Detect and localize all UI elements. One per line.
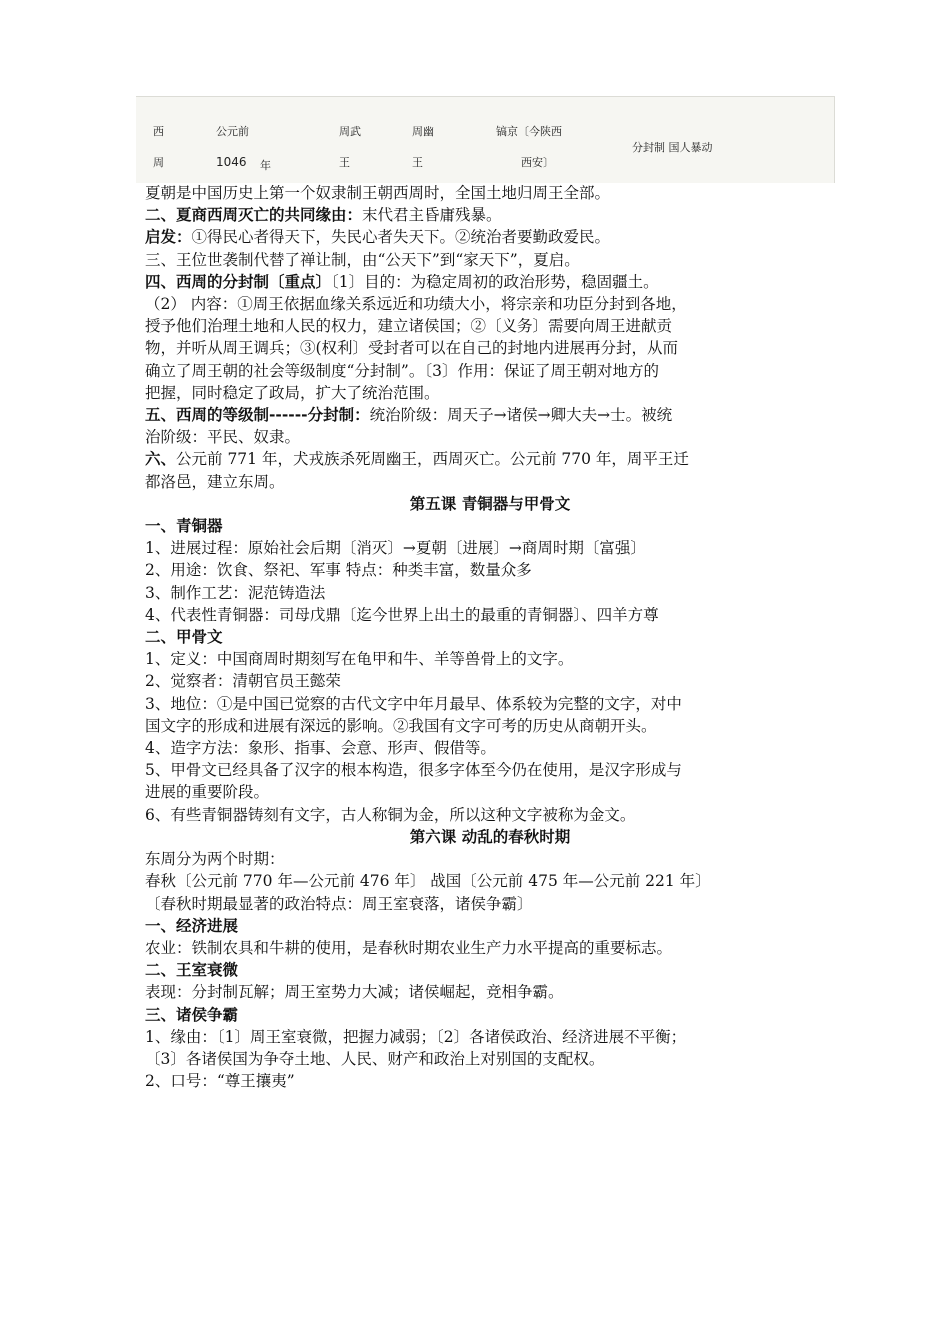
text-line: 2、口号：“尊王攘夷” (145, 1072, 295, 1091)
text-line: 东周分为两个时期： (145, 850, 285, 869)
table-cell-dynasty-2: 周 (153, 156, 164, 169)
text-line: 4、造字方法：象形、指事、会意、形声、假借等。 (145, 739, 496, 758)
lesson6-title: 第六课 动乱的春秋时期 (409, 827, 571, 846)
table-cell-founder-1: 周武 (339, 125, 361, 138)
table-cell-system: 分封制 国人暴动 (632, 141, 713, 154)
text-line: 1、进展过程：原始社会后期〔消灭〕→夏朝〔进展〕→商周时期〔富强〕 (145, 539, 646, 558)
text-line: 4、代表性青铜器：司母戊鼎〔迄今世界上出土的最重的青铜器〕、四羊方尊 (145, 605, 659, 624)
section-heading: 三、诸侯争霸 (145, 1005, 239, 1024)
text-line: 六、公元前 771 年，犬戎族杀死周幽王，西周灭亡。公元前 770 年，周平王迁 (145, 450, 689, 469)
text-line: 确立了周王朝的社会等级制度“分封制”。〔3〕作用：保证了周王朝对地方的 (145, 361, 659, 380)
table-cell-capital-2: 西安〕 (521, 156, 554, 169)
text-line: 1、缘由：〔1〕周王室衰微，把握力减弱；〔2〕各诸侯政治、经济进展不平衡； (145, 1027, 687, 1046)
text-line: 二、夏商西周灭亡的共同缘由：末代君主昏庸残暴。 (145, 206, 502, 225)
text-line: 治阶级：平民、奴隶。 (145, 428, 301, 447)
section-heading: 二、甲骨文 (145, 628, 223, 647)
table-cell-last-2: 王 (412, 156, 423, 169)
section-heading: 二、王室衰微 (145, 961, 239, 980)
text-line: 3、地位：①是中国已觉察的古代文字中年月最早、体系较为完整的文字，对中 (145, 694, 682, 713)
dynasty-table (136, 96, 835, 183)
text-line: 把握，同时稳定了政局，扩大了统治范围。 (145, 383, 440, 402)
text-line: 五、西周的等级制------分封制：统治阶级：周天子→诸侯→卿大夫→士。被统 (145, 406, 673, 425)
table-cell-founder-2: 王 (339, 156, 350, 169)
text-line: 启发：①得民心者得天下，失民心者失天下。②统治者要勤政爱民。 (145, 228, 611, 247)
table-cell-capital-1: 镐京〔今陕西 (496, 125, 562, 138)
table-cell-last-1: 周幽 (412, 125, 434, 138)
table-cell-time-1: 公元前 (216, 125, 249, 138)
text-line: 表现：分封制瓦解；周王室势力大减；诸侯崛起，竞相争霸。 (145, 983, 564, 1002)
text-line: 农业：铁制农具和牛耕的使用，是春秋时期农业生产力水平提高的重要标志。 (145, 938, 673, 957)
table-cell-dynasty-1: 西 (153, 125, 164, 138)
text-line: 6、有些青铜器铸刻有文字，古人称铜为金，所以这种文字被称为金文。 (145, 805, 636, 824)
text-line: 夏朝是中国历史上第一个奴隶制王朝西周时，全国土地归周王全部。 (145, 184, 611, 202)
text-line: 国文字的形成和进展有深远的影响。②我国有文字可考的历史从商朝开头。 (145, 716, 657, 735)
text-line: （2） 内容：①周王依据血缘关系远近和功绩大小，将宗亲和功臣分封到各地， (145, 295, 687, 314)
text-line: 四、西周的分封制〔重点〕〔1〕目的：为稳定周初的政治形势，稳固疆土。 (145, 272, 659, 291)
text-line: 2、觉察者：清朝官员王懿荣 (145, 672, 341, 691)
lesson5-title: 第五课 青铜器与甲骨文 (409, 494, 571, 513)
text-line: 1、定义：中国商周时期刻写在龟甲和牛、羊等兽骨上的文字。 (145, 650, 574, 669)
table-cell-time-2: 1046 (216, 155, 247, 169)
document-body (145, 182, 835, 1092)
text-line: 〔春秋时期最显著的政治特点：周王室衰落，诸侯争霸〕 (145, 894, 533, 913)
table-cell-time-3: 年 (260, 159, 271, 172)
text-line: 进展的重要阶段。 (145, 783, 270, 802)
text-line: 授予他们治理土地和人民的权力，建立诸侯国；②〔义务〕需要向周王进献贡 (145, 317, 673, 336)
text-line: 〔3〕各诸侯国为争夺土地、人民、财产和政治上对别国的支配权。 (145, 1049, 605, 1068)
text-line: 2、用途：饮食、祭祀、军事 特点：种类丰富，数量众多 (145, 561, 532, 580)
text-line: 5、甲骨文已经具备了汉字的根本构造，很多字体至今仍在使用，是汉字形成与 (145, 761, 682, 780)
section-heading: 一、青铜器 (145, 517, 223, 536)
text-line: 3、制作工艺：泥范铸造法 (145, 583, 326, 602)
text-line: 春秋〔公元前 770 年—公元前 476 年〕 战国〔公元前 475 年—公元前 221 年〕 (145, 872, 711, 891)
section-heading: 一、经济进展 (145, 916, 239, 935)
text-line: 都洛邑，建立东周。 (145, 472, 285, 491)
text-line: 三、王位世袭制代替了禅让制，由“公天下”到“家天下”，夏启。 (145, 250, 580, 269)
text-line: 物，并听从周王调兵；③(权利〕受封者可以在自己的封地内进展再分封，从而 (145, 339, 679, 358)
